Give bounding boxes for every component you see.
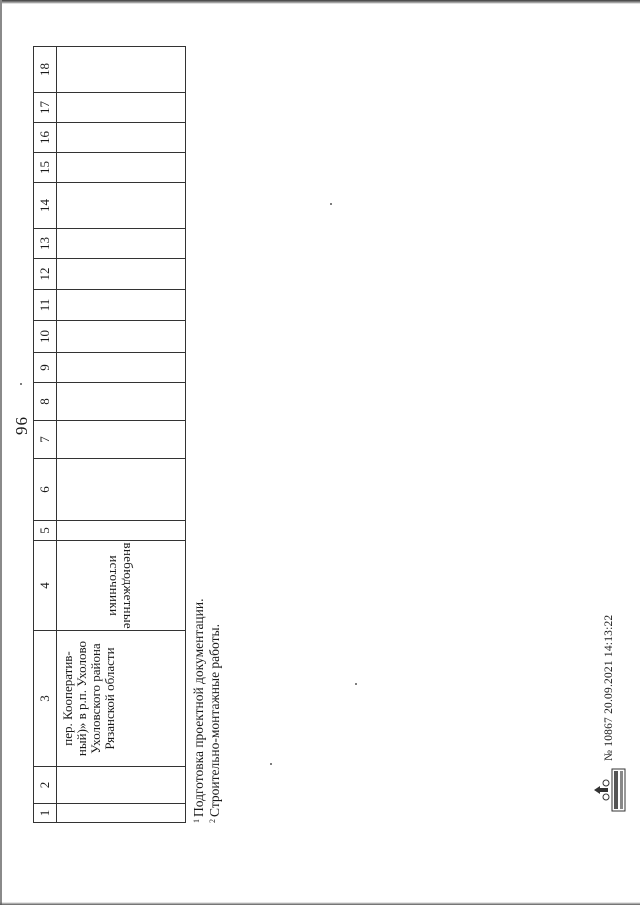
scan-speck: [355, 683, 357, 685]
footnote-mark: 1: [192, 819, 201, 823]
funding-source-cell: [57, 541, 186, 631]
footnote: [206, 599, 222, 823]
funding-source-line: внебюджетные: [120, 542, 136, 629]
page-number: 96: [12, 416, 31, 435]
object-name-line: Ухоловского района: [88, 643, 103, 754]
header-cell: 10: [34, 321, 57, 353]
table-cell: [57, 123, 186, 153]
registration-stamp-icon: [590, 767, 628, 813]
object-name-line: ный)» в р.п. Ухолово: [74, 640, 89, 757]
header-cell: 8: [34, 383, 57, 421]
table-cell: [57, 459, 186, 521]
header-cell: 11: [34, 290, 57, 321]
table-row: [57, 47, 186, 823]
object-name-line: пер. Кооператив-: [60, 651, 75, 746]
table-cell: [57, 229, 186, 259]
data-table: [33, 46, 186, 823]
header-cell: 12: [34, 259, 57, 290]
table-header-row: [34, 47, 57, 823]
header-cell: 9: [34, 353, 57, 383]
footnote-mark: 2: [208, 819, 217, 823]
header-cell: 7: [34, 421, 57, 459]
table-cell: [57, 383, 186, 421]
table-cell: [57, 153, 186, 183]
header-cell: 15: [34, 153, 57, 183]
table-cell: [57, 183, 186, 229]
table-cell: [57, 353, 186, 383]
table-cell: [57, 321, 186, 353]
table-cell: [57, 93, 186, 123]
scan-speck: [330, 203, 332, 205]
registration-number: № 10867 20.09.2021 14:13:22: [603, 614, 615, 761]
object-name-cell: [57, 631, 186, 767]
table-cell: [57, 521, 186, 541]
footnote-text: Подготовка проектной документации.: [191, 598, 206, 817]
header-cell: 13: [34, 229, 57, 259]
header-cell: 1: [34, 804, 57, 823]
table-cell: [57, 421, 186, 459]
footnotes: [190, 599, 222, 823]
scan-speck: [20, 383, 22, 385]
header-cell: 3: [34, 631, 57, 767]
table-cell: [57, 290, 186, 321]
scan-speck: [270, 763, 272, 765]
footnote-text: Строительно-монтажные работы.: [207, 624, 222, 817]
header-cell: 5: [34, 521, 57, 541]
header-cell: 4: [34, 541, 57, 631]
header-cell: 6: [34, 459, 57, 521]
table-cell: [57, 804, 186, 823]
table-cell: [57, 767, 186, 804]
header-cell: 18: [34, 47, 57, 93]
header-cell: 14: [34, 183, 57, 229]
header-cell: 2: [34, 767, 57, 804]
funding-source-text: [107, 542, 135, 628]
table-cell: [57, 259, 186, 290]
footnote: [190, 599, 206, 823]
table-cell: [57, 47, 186, 93]
header-cell: 17: [34, 93, 57, 123]
registration-stamp: [590, 615, 628, 813]
header-cell: 16: [34, 123, 57, 153]
funding-source-line: источники: [106, 555, 122, 616]
object-name-line: Рязанской области: [102, 647, 117, 750]
